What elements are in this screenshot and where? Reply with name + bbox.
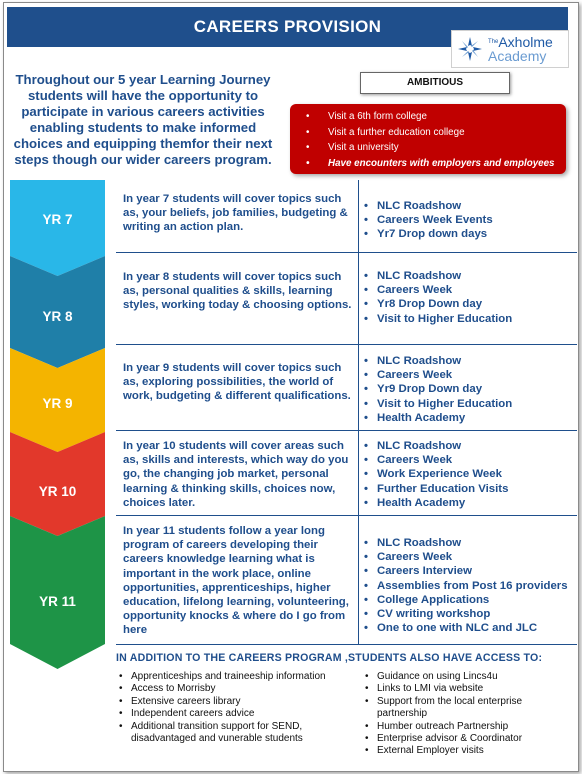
addition-item: • Guidance on using Lincs4u — [362, 671, 572, 683]
ambitious-item: • Visit a further education college — [328, 125, 566, 141]
addition-item: • Extensive careers library — [116, 696, 348, 708]
column-divider — [358, 180, 359, 644]
activity-item: • NLC Roadshow — [362, 439, 577, 453]
logo-line2: Academy — [488, 48, 547, 64]
yr9-activities — [362, 354, 577, 425]
activity-item: • NLC Roadshow — [362, 354, 577, 368]
activity-item: • Careers Week — [362, 453, 577, 467]
activity-item: • NLC Roadshow — [362, 536, 577, 550]
logo-line1: Axholme — [498, 34, 553, 50]
yr7-description: In year 7 students will cover topics such as, your beliefs, job families, budgeting & writing an action plan. — [123, 193, 348, 234]
activity-item: • College Applications — [362, 593, 577, 607]
addition-item: • External Employer visits — [362, 745, 572, 757]
addition-item: • Enterprise advisor & Coordinator — [362, 733, 572, 745]
activity-item: • Careers Week — [362, 550, 577, 564]
yr11-description: In year 11 students follow a year long program of careers developing their careers knowledge learning what is important in the work place, online opportunities, apprenticeships, higher education, lifelong learning, volunteering, opportunity knocks & where do I go from here — [123, 525, 349, 637]
yr11-activities — [362, 536, 577, 635]
activity-item: • One to one with NLC and JLC — [362, 621, 577, 635]
row-divider — [116, 644, 577, 645]
ambitious-item: • Visit a university — [328, 140, 566, 156]
yr7-activities — [362, 199, 577, 242]
yr10-description: In year 10 students will cover areas such as, skills and interests, which way do you go, the changing job market, personal learning & thinking skills, choices now, choices later. — [123, 440, 349, 509]
activity-item: • Health Academy — [362, 496, 577, 510]
yr10-activities — [362, 439, 577, 510]
activity-item: • Work Experience Week — [362, 467, 577, 481]
activity-item: • Yr9 Drop Down day — [362, 382, 577, 396]
addition-right-list — [362, 671, 572, 758]
ambitious-item: • Visit a 6th form college — [328, 109, 566, 125]
activity-item: • Visit to Higher Education — [362, 397, 577, 411]
row-divider — [116, 430, 577, 431]
activity-item: • Careers Week — [362, 368, 577, 382]
activity-item: • Visit to Higher Education — [362, 312, 577, 326]
academy-logo — [451, 30, 569, 68]
activity-item: • Careers Week Events — [362, 213, 577, 227]
addition-item: • Independent careers advice — [116, 708, 348, 720]
activity-item: • Careers Interview — [362, 564, 577, 578]
addition-item: • Apprenticeships and traineeship information — [116, 671, 348, 683]
row-divider — [116, 515, 577, 516]
page-title: CAREERS PROVISION — [7, 7, 568, 47]
yr9-description: In year 9 students will cover topics such as, exploring possibilities, the world of work, budgeting & different qualifications. — [123, 362, 351, 403]
intro-text: Throughout our 5 year Learning Journey students will have the opportunity to participate in various careers activities enabling students to make informed choices and equipping themfor their next steps though our wider careers program. — [13, 72, 273, 167]
activity-item: • NLC Roadshow — [362, 199, 577, 213]
addition-item: • Links to LMI via website — [362, 683, 572, 695]
addition-left-list — [116, 671, 348, 745]
yr7-label: YR 7 — [42, 212, 73, 227]
activity-item: • CV writing workshop — [362, 607, 577, 621]
addition-item: • Additional transition support for SEND, disadvantaged and vunerable students — [116, 721, 348, 746]
yr11-arrow — [10, 516, 105, 669]
row-divider — [116, 344, 577, 345]
yr11-label: YR 11 — [39, 594, 76, 609]
yr9-label: YR 9 — [42, 396, 73, 411]
activity-item: • Yr7 Drop down days — [362, 227, 577, 241]
ambitious-label: AMBITIOUS — [360, 72, 510, 94]
addition-item: • Support from the local enterprise partnership — [362, 696, 572, 721]
yr8-activities — [362, 269, 577, 326]
star-logo-icon — [456, 35, 484, 63]
addition-item: • Humber outreach Partnership — [362, 721, 572, 733]
addition-heading: IN ADDITION TO THE CAREERS PROGRAM ,STUDENTS ALSO HAVE ACCESS TO: — [116, 652, 543, 664]
activity-item: • Careers Week — [362, 283, 577, 297]
row-divider — [116, 252, 577, 253]
logo-small-text: The — [488, 39, 499, 45]
activity-item: • Further Education Visits — [362, 482, 577, 496]
yr8-label: YR 8 — [42, 309, 73, 324]
ambitious-item: • Have encounters with employers and employees — [328, 156, 566, 172]
activity-item: • Assemblies from Post 16 providers — [362, 579, 577, 593]
addition-item: • Access to Morrisby — [116, 683, 348, 695]
activity-item: • NLC Roadshow — [362, 269, 577, 283]
yr10-label: YR 10 — [38, 484, 77, 499]
ambitious-box — [290, 104, 566, 174]
activity-item: • Yr8 Drop Down day — [362, 297, 577, 311]
activity-item: • Health Academy — [362, 411, 577, 425]
yr8-description: In year 8 students will cover topics such as, personal qualities & skills, learning styles, working today & choosing options. — [123, 271, 352, 312]
